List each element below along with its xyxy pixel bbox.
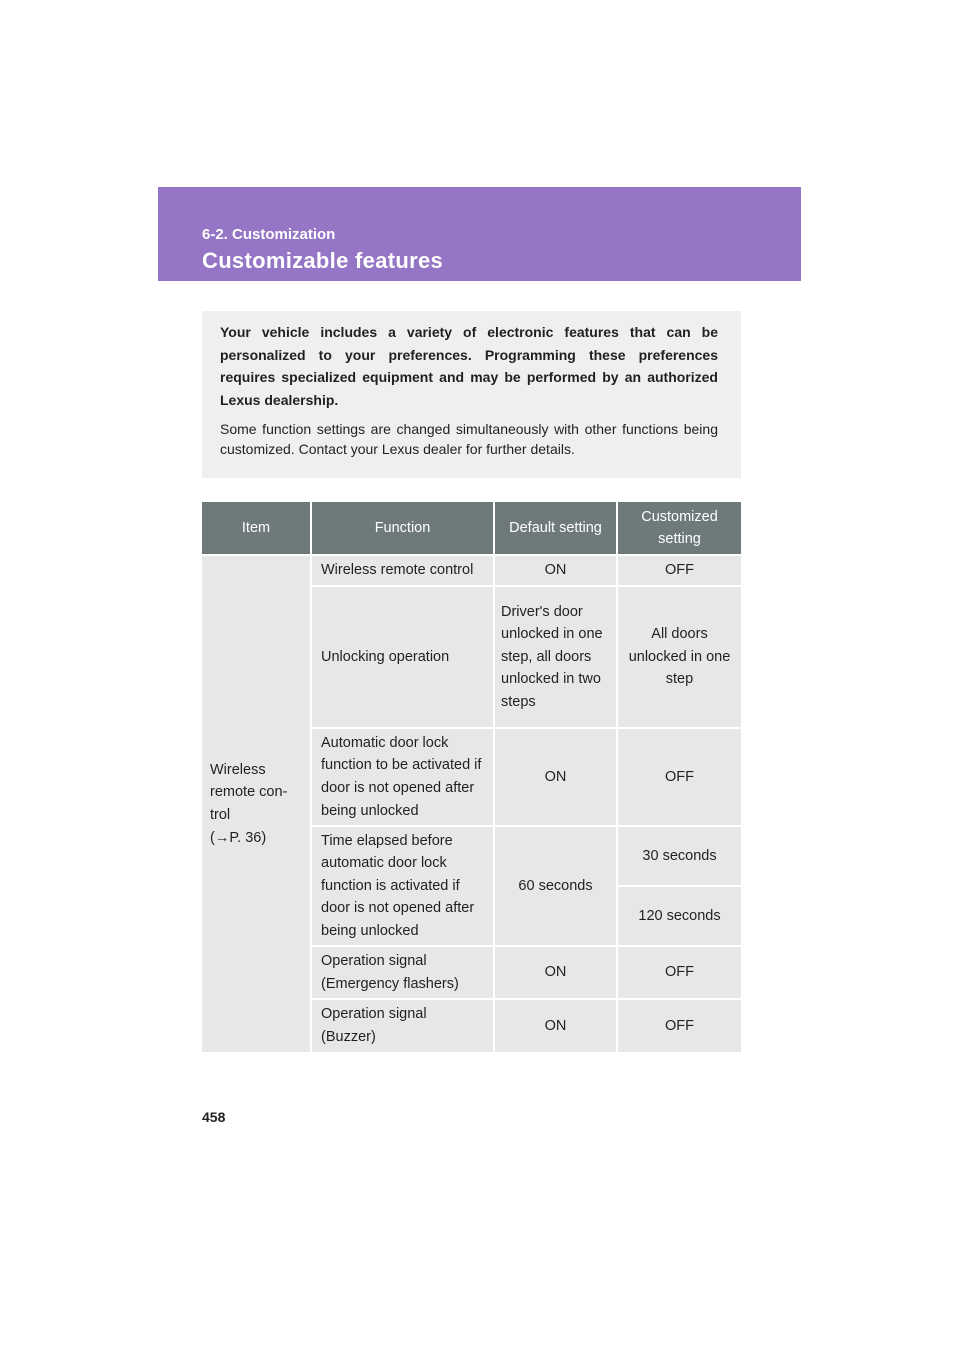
- header-function: Function: [311, 502, 494, 555]
- item-page-reference: (→P. 36): [210, 829, 267, 846]
- default-cell: ON: [494, 728, 617, 826]
- item-cell: [202, 555, 311, 1052]
- page-number: 458: [202, 1109, 226, 1125]
- custom-cell: OFF: [617, 999, 741, 1052]
- default-cell: ON: [494, 999, 617, 1052]
- section-label: 6-2. Customization: [202, 226, 336, 243]
- item-line: remote con-: [210, 784, 288, 801]
- chapter-header: [158, 187, 801, 281]
- function-cell: Operation signal (Buzzer): [311, 999, 494, 1052]
- header-default-setting: Default setting: [494, 502, 617, 555]
- custom-cell: 30 seconds: [617, 826, 741, 886]
- custom-cell: OFF: [617, 555, 741, 586]
- features-table: [202, 502, 741, 1052]
- function-cell: Wireless remote control: [311, 555, 494, 586]
- item-line: trol: [210, 807, 231, 823]
- custom-cell: 120 seconds: [617, 886, 741, 946]
- table-header-row: [202, 502, 741, 555]
- default-cell: [494, 586, 617, 728]
- default-cell: 60 seconds: [494, 826, 617, 946]
- intro-box: [202, 311, 741, 478]
- item-line: Wireless: [210, 761, 266, 778]
- function-cell: Unlocking operation: [311, 586, 494, 728]
- default-cell: ON: [494, 555, 617, 586]
- custom-cell: OFF: [617, 728, 741, 826]
- intro-bold-text: Your vehicle includes a variety of electronic features that can be personalized to your preferences. Programming these preferences requires specialized equipment and may be performed by an authorized Lexus dealership.: [220, 324, 718, 408]
- table-row: [202, 555, 741, 586]
- header-customized-setting: Customized setting: [617, 502, 741, 555]
- default-value: Driver's door unlocked in one step, all doors unlocked in two steps: [501, 603, 603, 710]
- custom-cell: OFF: [617, 946, 741, 999]
- header-item: Item: [202, 502, 311, 555]
- function-cell: Automatic door lock function to be activated if door is not opened after being unlocked: [311, 728, 494, 826]
- custom-cell: All doors unlocked in one step: [617, 586, 741, 728]
- intro-normal-text: Some function settings are changed simultaneously with other functions being customized. Contact your Lexus dealer for further details.: [220, 421, 718, 458]
- page-title: Customizable features: [202, 248, 444, 273]
- default-cell: ON: [494, 946, 617, 999]
- function-cell: Operation signal (Emergency flashers): [311, 946, 494, 999]
- function-cell: Time elapsed before automatic door lock function is activated if door is not opened after being unlocked: [311, 826, 494, 946]
